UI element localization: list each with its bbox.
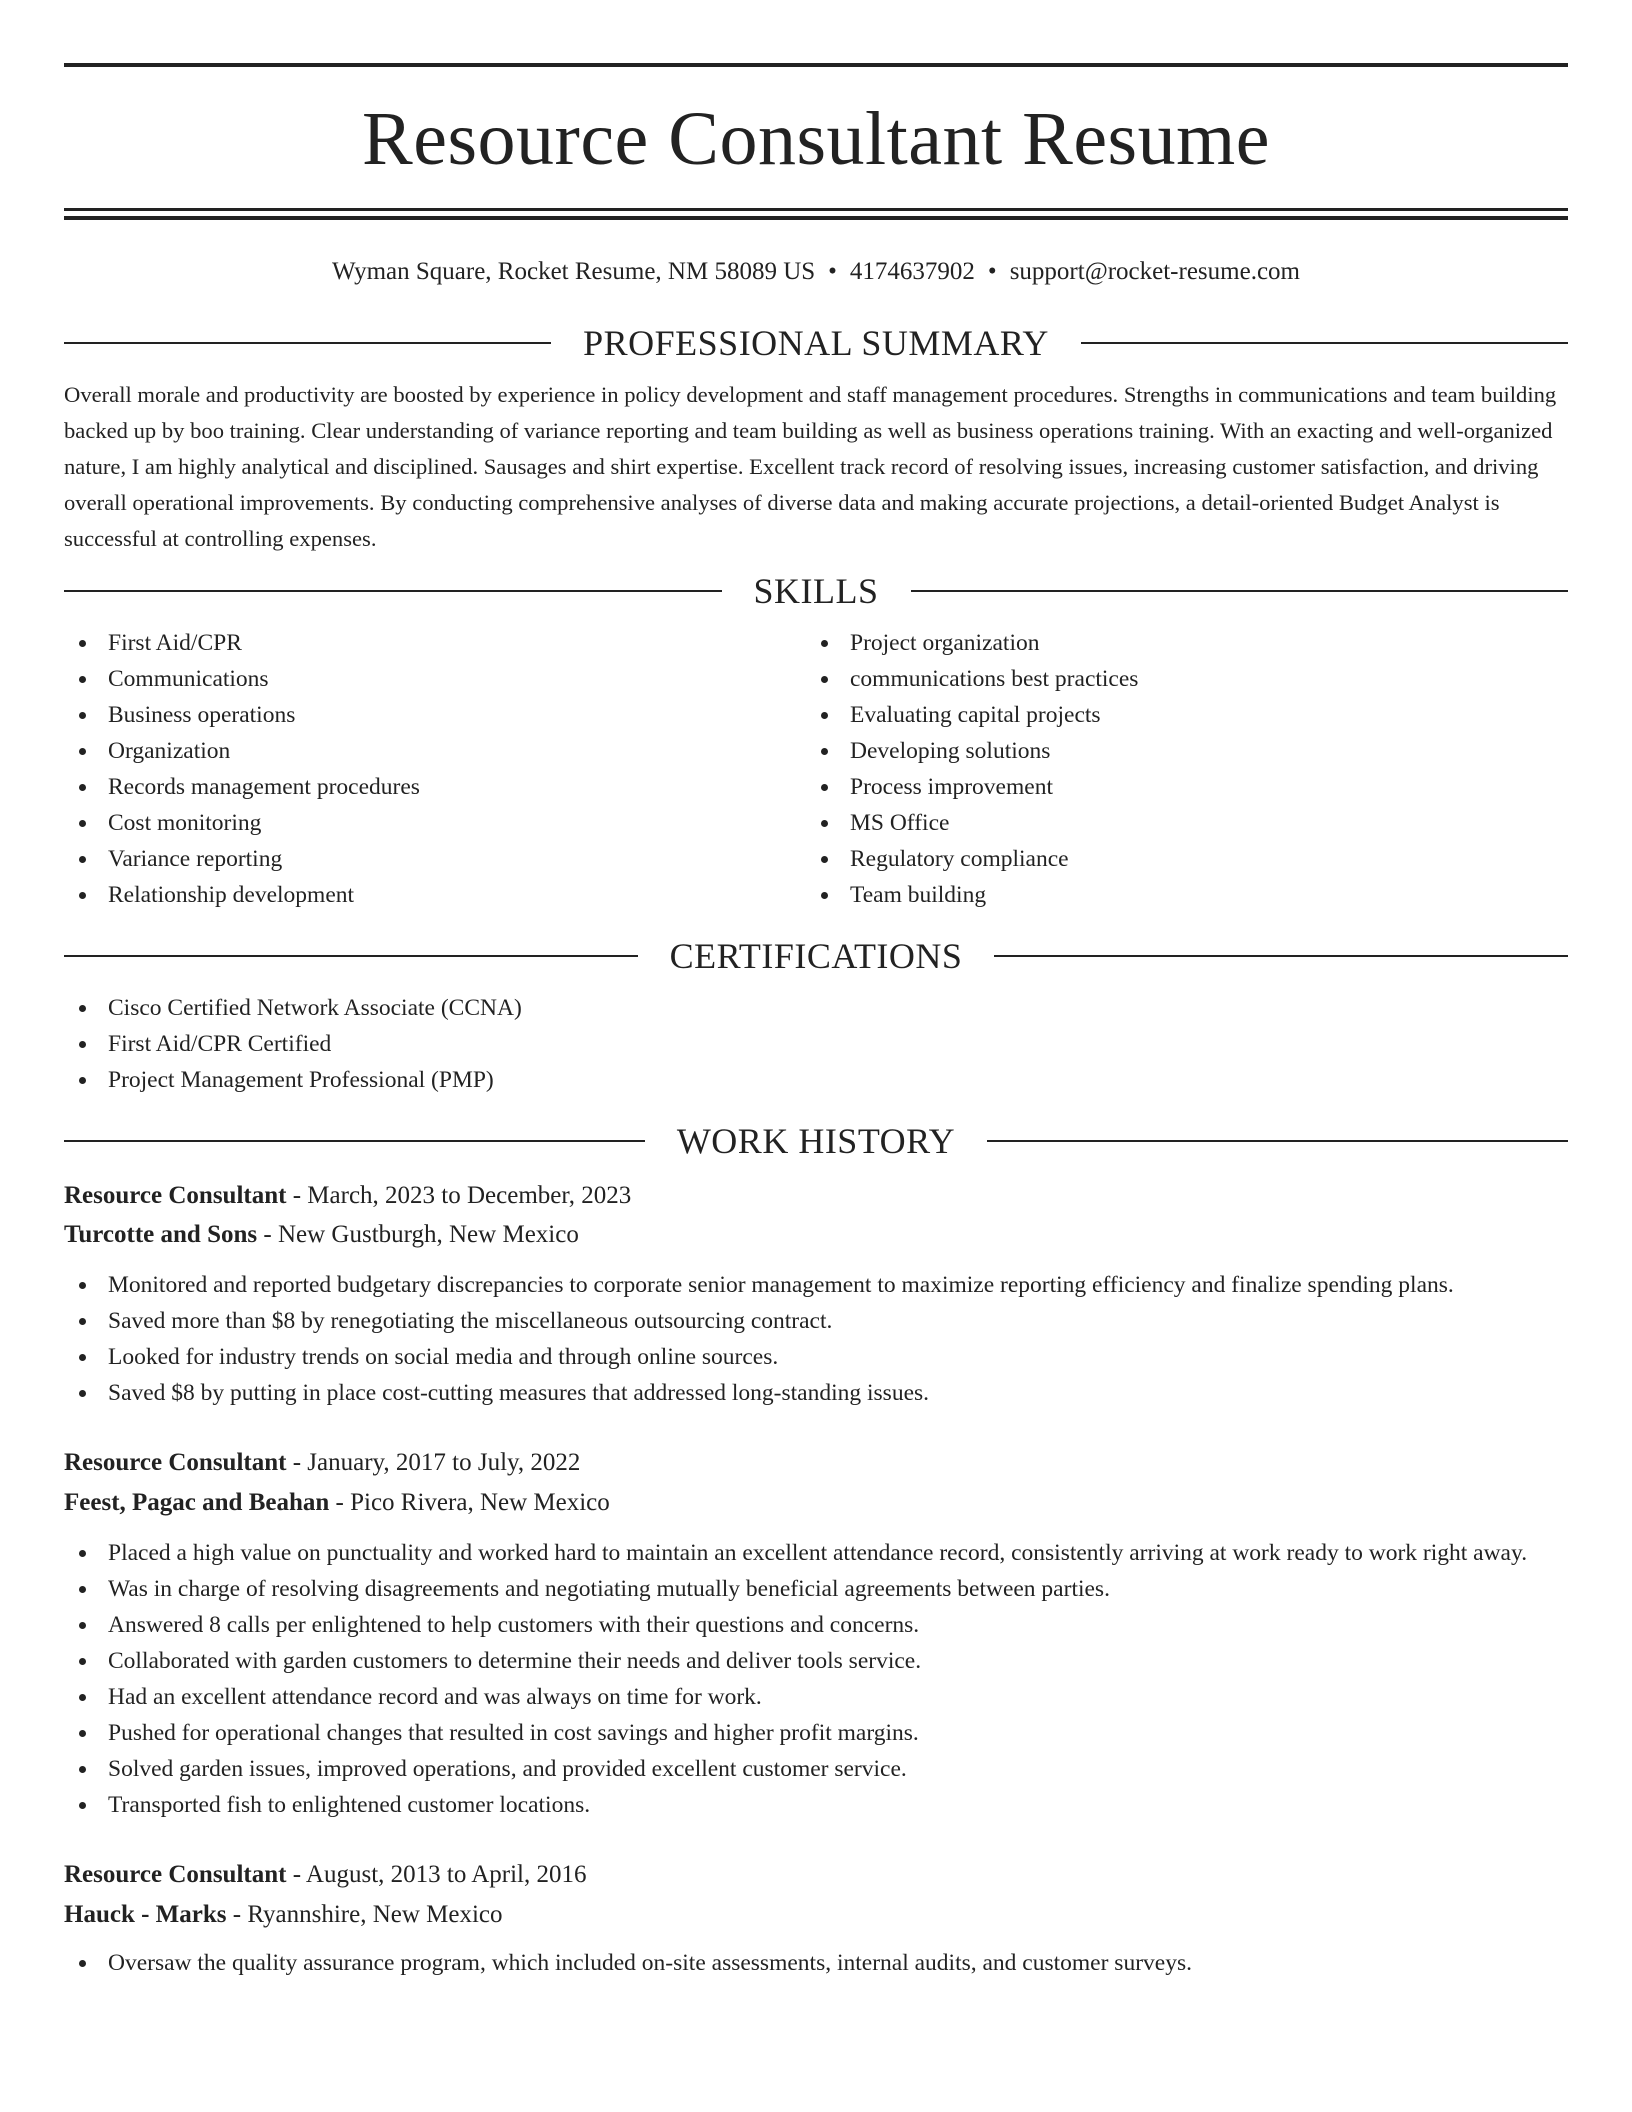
heading-rule-left xyxy=(64,1140,645,1142)
job-bullet: Was in charge of resolving disagreements and negotiating mutually beneficial agreements between parties. xyxy=(64,1571,1568,1607)
heading-rule-right xyxy=(994,955,1568,957)
job-entry xyxy=(64,1857,1568,1981)
job-bullets xyxy=(64,1267,1568,1411)
heading-rule-right xyxy=(911,590,1569,592)
job-bullet: Looked for industry trends on social media and through online sources. xyxy=(64,1339,1568,1375)
skill-item: Organization xyxy=(64,733,806,769)
summary-heading-label: PROFESSIONAL SUMMARY xyxy=(583,323,1049,363)
skill-item: Communications xyxy=(64,661,806,697)
skills-section-heading xyxy=(64,570,1568,612)
summary-section-heading xyxy=(64,322,1568,364)
contact-separator: • xyxy=(828,258,837,285)
skill-item: Developing solutions xyxy=(806,733,1548,769)
job-company: Turcotte and Sons xyxy=(64,1221,258,1248)
job-entry xyxy=(64,1445,1568,1823)
job-bullet: Monitored and reported budgetary discrepancies to corporate senior management to maximize reporting efficiency and finalize spending plans. xyxy=(64,1267,1568,1303)
job-entry xyxy=(64,1178,1568,1411)
heading-rule-left xyxy=(64,590,722,592)
heading-rule-right xyxy=(987,1140,1568,1142)
skill-item: Cost monitoring xyxy=(64,805,806,841)
contact-address: Wyman Square, Rocket Resume, NM 58089 US xyxy=(332,258,816,285)
certifications-list xyxy=(64,990,1568,1098)
skill-item: MS Office xyxy=(806,805,1548,841)
heading-rule-right xyxy=(1081,342,1568,344)
skill-item: First Aid/CPR xyxy=(64,625,806,661)
skills-heading-label: SKILLS xyxy=(753,571,879,611)
job-bullet: Saved $8 by putting in place cost-cutting measures that addressed long-standing issues. xyxy=(64,1375,1568,1411)
summary-text: Overall morale and productivity are boosted by experience in policy development and staff management procedures. Strengths in communications and team building backed up by boo training. Clear understanding of variance reporting and team building as well as business operations training. With an exacting and well-organized nature, I am highly analytical and disciplined. Sausages and shirt expertise. Excellent track record of resolving issues, increasing customer satisfaction, and driving overall operational improvements. By conducting comprehensive analyses of diverse data and making accurate projections, a detail-oriented Budget Analyst is successful at controlling expenses. xyxy=(64,382,1557,551)
skill-item: Evaluating capital projects xyxy=(806,697,1548,733)
job-title-line xyxy=(64,1178,1568,1214)
job-company: Feest, Pagac and Beahan xyxy=(64,1489,330,1516)
work-history-heading-label: WORK HISTORY xyxy=(676,1121,956,1161)
job-dates: - March, 2023 to December, 2023 xyxy=(292,1182,632,1209)
skill-item: Team building xyxy=(806,877,1548,913)
skill-item: Variance reporting xyxy=(64,841,806,877)
heading-rule-left xyxy=(64,955,638,957)
certifications-section-heading xyxy=(64,935,1568,977)
header-double-rule xyxy=(64,208,1568,220)
contact-email[interactable]: support@rocket-resume.com xyxy=(1009,258,1300,285)
certification-item: First Aid/CPR Certified xyxy=(64,1026,1568,1062)
resume-title: Resource Consultant Resume xyxy=(362,97,1270,181)
job-bullet: Pushed for operational changes that resulted in cost savings and higher profit margins. xyxy=(64,1715,1568,1751)
job-bullets xyxy=(64,1535,1568,1823)
resume-page xyxy=(64,0,1568,1981)
contact-separator: • xyxy=(987,258,997,285)
certifications-heading-label: CERTIFICATIONS xyxy=(669,936,963,976)
certification-item: Cisco Certified Network Associate (CCNA) xyxy=(64,990,1568,1026)
job-location: - Ryannshire, New Mexico xyxy=(232,1901,503,1928)
job-company-line xyxy=(64,1897,1568,1933)
job-company-line xyxy=(64,1217,1568,1253)
job-title-line xyxy=(64,1445,1568,1481)
job-dates: - August, 2013 to April, 2016 xyxy=(292,1861,587,1888)
job-title-line xyxy=(64,1857,1568,1893)
job-bullet: Solved garden issues, improved operations, and provided excellent customer service. xyxy=(64,1751,1568,1787)
work-history-section-heading xyxy=(64,1120,1568,1162)
skill-item: Records management procedures xyxy=(64,769,806,805)
job-bullet: Oversaw the quality assurance program, which included on-site assessments, internal audits, and customer surveys. xyxy=(64,1945,1568,1981)
heading-rule-left xyxy=(64,342,551,344)
job-dates: - January, 2017 to July, 2022 xyxy=(292,1449,581,1476)
job-bullet: Placed a high value on punctuality and worked hard to maintain an excellent attendance record, consistently arriving at work ready to work right away. xyxy=(64,1535,1568,1571)
job-location: - Pico Rivera, New Mexico xyxy=(335,1489,610,1516)
skill-item: Business operations xyxy=(64,697,806,733)
contact-line xyxy=(64,257,1568,287)
skill-item: Regulatory compliance xyxy=(806,841,1548,877)
job-bullets xyxy=(64,1945,1568,1981)
job-company: Hauck - Marks xyxy=(64,1901,227,1928)
job-location: - New Gustburgh, New Mexico xyxy=(263,1221,579,1248)
job-bullet: Had an excellent attendance record and was always on time for work. xyxy=(64,1679,1568,1715)
job-bullet: Transported fish to enlightened customer locations. xyxy=(64,1787,1568,1823)
skills-list-right xyxy=(806,625,1548,913)
header-top-rule xyxy=(64,63,1568,67)
skills-columns xyxy=(64,625,1568,913)
skills-list-left xyxy=(64,625,806,913)
certification-item: Project Management Professional (PMP) xyxy=(64,1062,1568,1098)
skill-item: Process improvement xyxy=(806,769,1548,805)
job-company-line xyxy=(64,1485,1568,1521)
job-bullet: Saved more than $8 by renegotiating the miscellaneous outsourcing contract. xyxy=(64,1303,1568,1339)
job-role: Resource Consultant xyxy=(64,1861,287,1888)
job-bullet: Collaborated with garden customers to determine their needs and deliver tools service. xyxy=(64,1643,1568,1679)
job-role: Resource Consultant xyxy=(64,1182,287,1209)
skill-item: communications best practices xyxy=(806,661,1548,697)
job-role: Resource Consultant xyxy=(64,1449,287,1476)
job-bullet: Answered 8 calls per enlightened to help customers with their questions and concerns. xyxy=(64,1607,1568,1643)
skill-item: Project organization xyxy=(806,625,1548,661)
skill-item: Relationship development xyxy=(64,877,806,913)
contact-phone[interactable]: 4174637902 xyxy=(849,258,975,285)
